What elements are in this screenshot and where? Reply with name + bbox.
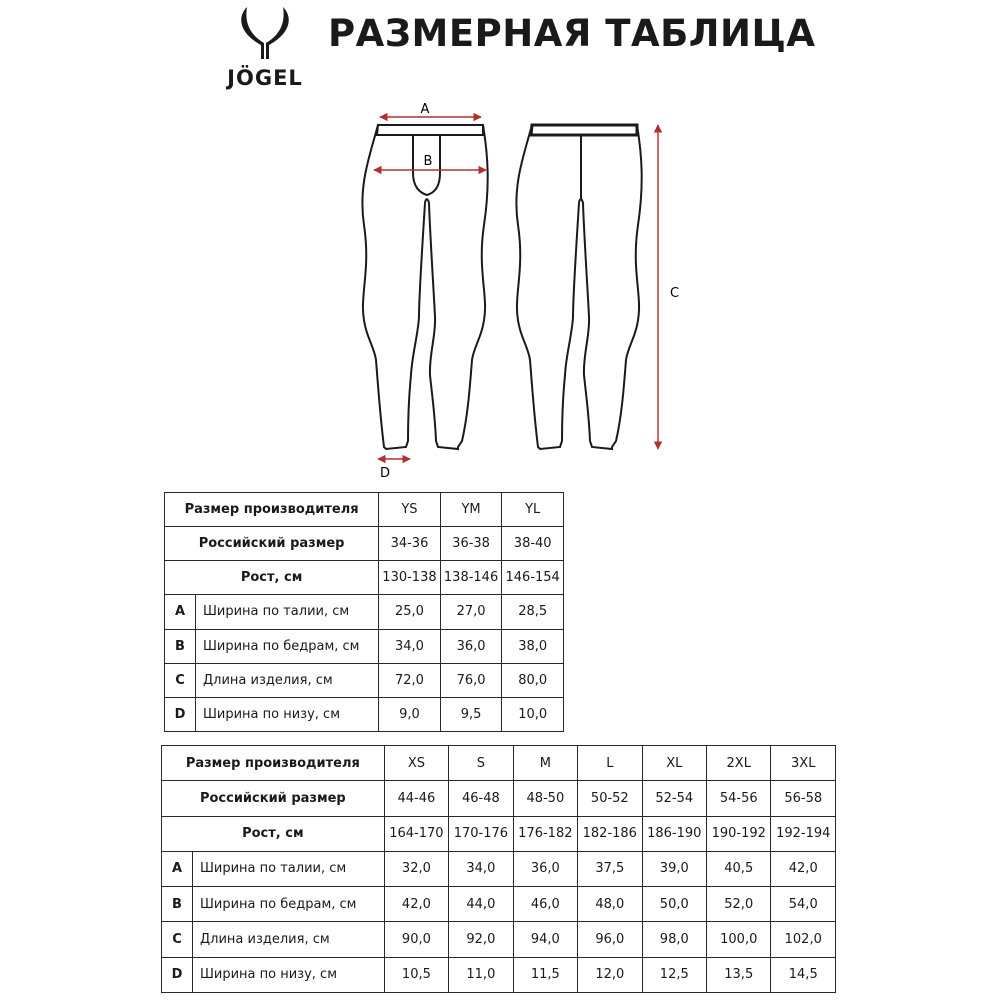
leggings-front-view: [362, 125, 487, 449]
cell-value: 72,0: [379, 663, 441, 697]
measure-code: A: [162, 851, 193, 886]
measure-code: B: [165, 629, 196, 663]
cell-value: 38,0: [502, 629, 564, 663]
cell-value: 170-176: [449, 816, 513, 851]
measure-code: B: [162, 887, 193, 922]
brand-name: JÖGEL: [227, 66, 303, 90]
cell-value: 50-52: [578, 781, 642, 816]
cell-value: 90,0: [384, 922, 448, 957]
jogel-emblem-icon: [233, 5, 297, 65]
measure-label: Длина изделия, см: [193, 922, 385, 957]
cell-value: 34,0: [379, 629, 441, 663]
header-russian-size: Российский размер: [165, 527, 379, 561]
cell-value: 192-194: [771, 816, 836, 851]
cell-value: 27,0: [440, 595, 502, 629]
cell-value: 146-154: [502, 561, 564, 595]
cell-value: 36,0: [513, 851, 577, 886]
table-row: [165, 697, 564, 731]
cell-value: 25,0: [379, 595, 441, 629]
header-manufacturer-size: Размер производителя: [162, 746, 385, 781]
cell-value: S: [449, 746, 513, 781]
label-a: A: [420, 102, 430, 117]
cell-value: 176-182: [513, 816, 577, 851]
table-row: [162, 851, 836, 886]
cell-value: 98,0: [642, 922, 706, 957]
cell-value: 9,5: [440, 697, 502, 731]
measure-label: Ширина по бедрам, см: [196, 629, 379, 663]
page-title: РАЗМЕРНАЯ ТАБЛИЦА: [328, 12, 816, 55]
cell-value: 40,5: [707, 851, 771, 886]
cell-value: 138-146: [440, 561, 502, 595]
label-c: C: [670, 286, 680, 301]
cell-value: 186-190: [642, 816, 706, 851]
table-row: [165, 527, 564, 561]
measure-label: Ширина по талии, см: [196, 595, 379, 629]
table-row: [162, 922, 836, 957]
measure-label: Ширина по бедрам, см: [193, 887, 385, 922]
cell-value: 46-48: [449, 781, 513, 816]
cell-value: 80,0: [502, 663, 564, 697]
cell-value: L: [578, 746, 642, 781]
cell-value: 50,0: [642, 887, 706, 922]
cell-value: XS: [384, 746, 448, 781]
table-row: [165, 629, 564, 663]
header-russian-size: Российский размер: [162, 781, 385, 816]
table-row: [165, 493, 564, 527]
measure-code: D: [162, 957, 193, 992]
size-table-junior: [164, 492, 564, 732]
table-row: [162, 816, 836, 851]
cell-value: 42,0: [384, 887, 448, 922]
cell-value: 52-54: [642, 781, 706, 816]
label-b: B: [423, 154, 433, 169]
cell-value: YM: [440, 493, 502, 527]
table-row: [165, 595, 564, 629]
cell-value: 3XL: [771, 746, 836, 781]
cell-value: 11,5: [513, 957, 577, 992]
cell-value: 52,0: [707, 887, 771, 922]
cell-value: M: [513, 746, 577, 781]
cell-value: 36,0: [440, 629, 502, 663]
measure-label: Длина изделия, см: [196, 663, 379, 697]
measure-code: A: [165, 595, 196, 629]
table-row: [162, 746, 836, 781]
cell-value: 164-170: [384, 816, 448, 851]
cell-value: 38-40: [502, 527, 564, 561]
cell-value: 11,0: [449, 957, 513, 992]
cell-value: 94,0: [513, 922, 577, 957]
measure-label: Ширина по низу, см: [193, 957, 385, 992]
cell-value: 54-56: [707, 781, 771, 816]
cell-value: 12,5: [642, 957, 706, 992]
header-height: Рост, см: [162, 816, 385, 851]
size-table-adult: [161, 745, 836, 993]
cell-value: 10,0: [502, 697, 564, 731]
cell-value: 42,0: [771, 851, 836, 886]
cell-value: 13,5: [707, 957, 771, 992]
table-row: [162, 887, 836, 922]
cell-value: 10,5: [384, 957, 448, 992]
garment-diagram: [350, 95, 690, 485]
cell-value: 48-50: [513, 781, 577, 816]
measure-code: C: [165, 663, 196, 697]
cell-value: 28,5: [502, 595, 564, 629]
cell-value: 44,0: [449, 887, 513, 922]
cell-value: 54,0: [771, 887, 836, 922]
cell-value: 130-138: [379, 561, 441, 595]
cell-value: 48,0: [578, 887, 642, 922]
header-manufacturer-size: Размер производителя: [165, 493, 379, 527]
cell-value: 12,0: [578, 957, 642, 992]
cell-value: 32,0: [384, 851, 448, 886]
cell-value: 190-192: [707, 816, 771, 851]
cell-value: 100,0: [707, 922, 771, 957]
cell-value: XL: [642, 746, 706, 781]
cell-value: 96,0: [578, 922, 642, 957]
cell-value: 39,0: [642, 851, 706, 886]
cell-value: 92,0: [449, 922, 513, 957]
brand-logo: [215, 5, 315, 97]
measure-label: Ширина по талии, см: [193, 851, 385, 886]
table-row: [165, 663, 564, 697]
cell-value: YS: [379, 493, 441, 527]
cell-value: 182-186: [578, 816, 642, 851]
cell-value: 36-38: [440, 527, 502, 561]
cell-value: 46,0: [513, 887, 577, 922]
cell-value: 37,5: [578, 851, 642, 886]
table-row: [162, 957, 836, 992]
measure-code: D: [165, 697, 196, 731]
table-row: [165, 561, 564, 595]
cell-value: 102,0: [771, 922, 836, 957]
cell-value: 56-58: [771, 781, 836, 816]
measure-label: Ширина по низу, см: [196, 697, 379, 731]
header-height: Рост, см: [165, 561, 379, 595]
cell-value: 34-36: [379, 527, 441, 561]
cell-value: 34,0: [449, 851, 513, 886]
cell-value: 9,0: [379, 697, 441, 731]
measure-code: C: [162, 922, 193, 957]
cell-value: 44-46: [384, 781, 448, 816]
table-row: [162, 781, 836, 816]
cell-value: 14,5: [771, 957, 836, 992]
cell-value: YL: [502, 493, 564, 527]
label-d: D: [379, 466, 391, 481]
leggings-back-view: [516, 125, 641, 449]
cell-value: 76,0: [440, 663, 502, 697]
cell-value: 2XL: [707, 746, 771, 781]
